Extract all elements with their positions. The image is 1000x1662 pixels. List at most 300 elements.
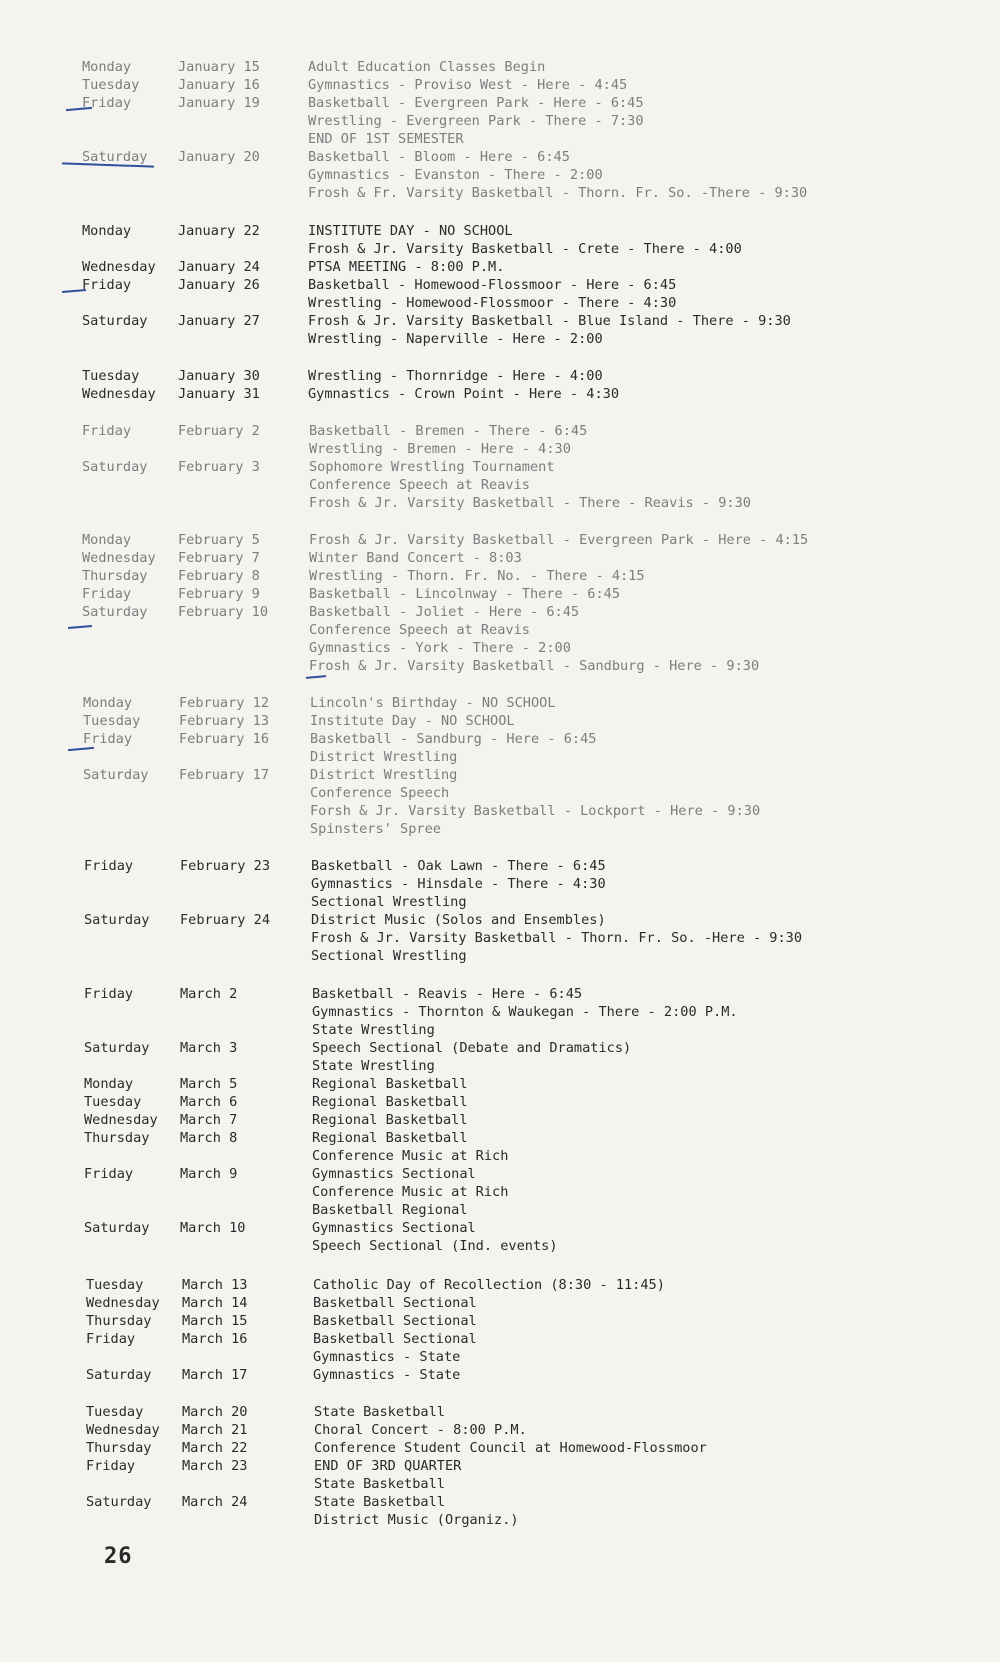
date [180,1183,312,1201]
schedule-row [0,802,1000,820]
schedule-row [0,312,1000,330]
day-of-week: Friday [86,1331,136,1347]
date [178,130,308,148]
event-description: Sectional Wrestling [311,894,467,910]
schedule-row [0,712,1000,730]
event-description: State Wrestling [312,1022,435,1038]
event-description: Winter Band Concert - 8:03 [309,550,522,566]
date: February 10 [178,604,269,620]
date: March 23 [182,1458,248,1474]
event-description: Gymnastics - State [313,1367,461,1383]
schedule-row [0,549,1000,567]
date [179,802,310,820]
day-of-week: Monday [84,1076,134,1092]
day-of-week: Tuesday [86,1277,144,1293]
schedule-row [0,567,1000,585]
schedule-row [0,148,1000,166]
schedule-row [0,1366,1000,1384]
day-of-week: Saturday [82,459,148,475]
date: February 13 [179,713,270,729]
date: February 24 [180,912,271,928]
date [180,1201,312,1219]
date [182,1348,313,1366]
date: March 5 [180,1076,238,1092]
schedule-row [0,1330,1000,1348]
event-description: Conference Music at Rich [312,1184,509,1200]
date [180,1021,312,1039]
schedule-row [0,422,1000,440]
event-description: Wrestling - Homewood-Flossmoor - There - 4:30 [308,295,677,311]
event-description: Basketball Sectional [313,1295,477,1311]
day-of-week: Friday [82,586,132,602]
date: March 3 [180,1040,238,1056]
date: March 17 [182,1367,248,1383]
schedule-row [0,1183,1000,1201]
schedule-row [0,1294,1000,1312]
event-description: Conference Music at Rich [312,1148,509,1164]
schedule-row [0,1057,1000,1075]
schedule-row [0,639,1000,657]
day-of-week: Saturday [86,1367,152,1383]
event-description: State Basketball [314,1494,445,1510]
day-of-week: Saturday [82,149,148,165]
event-description: Basketball - Joliet - Here - 6:45 [309,604,580,620]
event-description: Gymnastics - Evanston - There - 2:00 [308,167,603,183]
event-description: INSTITUTE DAY - NO SCHOOL [308,223,513,239]
schedule-group [0,422,1000,512]
schedule-group [0,1403,1000,1529]
schedule-row [0,1511,1000,1529]
date: February 8 [178,568,260,584]
event-description: Wrestling - Thornridge - Here - 4:00 [308,368,603,384]
date [182,1511,314,1529]
event-description: Conference Student Council at Homewood-Flossmoor [314,1440,707,1456]
schedule-row [0,730,1000,748]
event-description: Adult Education Classes Begin [308,59,546,75]
schedule-row [0,1147,1000,1165]
date: March 22 [182,1440,248,1456]
day-of-week [82,166,178,184]
day-of-week: Saturday [82,604,148,620]
day-of-week: Friday [83,731,133,747]
schedule-group [0,857,1000,965]
event-description: Choral Concert - 8:00 P.M. [314,1422,527,1438]
day-of-week [82,130,178,148]
day-of-week [84,1057,180,1075]
event-description: Frosh & Jr. Varsity Basketball - There - Reavis - 9:30 [309,495,751,511]
event-description: Forsh & Jr. Varsity Basketball - Lockport - Here - 9:30 [310,803,761,819]
schedule-group [0,367,1000,403]
event-description: Speech Sectional (Debate and Dramatics) [312,1040,632,1056]
event-description: Basketball - Homewood-Flossmoor - Here - 6:45 [308,277,677,293]
schedule-row [0,820,1000,838]
schedule-row [0,1439,1000,1457]
schedule-group [0,694,1000,838]
schedule-row [0,531,1000,549]
date [178,330,308,348]
date [180,893,311,911]
schedule-row [0,94,1000,112]
day-of-week [84,1147,180,1165]
schedule-row [0,585,1000,603]
date: March 7 [180,1112,238,1128]
schedule-row [0,893,1000,911]
schedule-row [0,1165,1000,1183]
event-description: Speech Sectional (Ind. events) [312,1238,558,1254]
event-description: Gymnastics - State [313,1349,461,1365]
date [180,1057,312,1075]
schedule-row [0,694,1000,712]
day-of-week [82,240,178,258]
event-description: Conference Speech at Reavis [309,477,530,493]
date [182,1475,314,1493]
schedule-row [0,166,1000,184]
date [178,639,309,657]
day-of-week [86,1511,182,1529]
day-of-week [82,494,178,512]
day-of-week [82,639,178,657]
day-of-week: Thursday [84,1130,150,1146]
day-of-week: Saturday [84,1040,150,1056]
day-of-week [82,476,178,494]
schedule-row [0,911,1000,929]
schedule-row [0,330,1000,348]
event-description: Basketball Sectional [313,1331,477,1347]
date: March 9 [180,1166,238,1182]
event-description: Wrestling - Evergreen Park - There - 7:30 [308,113,644,129]
pen-mark [306,675,326,679]
day-of-week [84,1003,180,1021]
schedule-row [0,494,1000,512]
day-of-week [82,112,178,130]
day-of-week [84,1237,180,1255]
day-of-week: Saturday [84,912,150,928]
day-of-week [83,748,179,766]
date [179,784,310,802]
day-of-week: Wednesday [86,1422,160,1438]
date: February 17 [179,767,270,783]
event-description: Frosh & Jr. Varsity Basketball - Crete - There - 4:00 [308,241,742,257]
date: January 15 [178,59,260,75]
event-description: Gymnastics - Thornton & Waukegan - There - 2:00 P.M. [312,1004,738,1020]
event-description: Conference Speech [310,785,450,801]
date: March 14 [182,1295,248,1311]
day-of-week: Thursday [86,1313,152,1329]
event-description: Basketball - Sandburg - Here - 6:45 [310,731,597,747]
date [178,476,309,494]
event-description: Regional Basketball [312,1076,468,1092]
schedule-row [0,1403,1000,1421]
schedule-row [0,657,1000,675]
schedule-row [0,258,1000,276]
schedule-row [0,748,1000,766]
date [178,657,309,675]
event-description: Basketball - Bloom - Here - 6:45 [308,149,570,165]
event-description: Basketball Regional [312,1202,468,1218]
date [178,294,308,312]
schedule-row [0,1237,1000,1255]
date [180,1147,312,1165]
day-of-week: Thursday [82,568,148,584]
day-of-week: Wednesday [82,550,156,566]
schedule-row [0,1276,1000,1294]
schedule-row [0,1219,1000,1237]
event-description: Gymnastics Sectional [312,1220,476,1236]
schedule-row [0,276,1000,294]
date: January 24 [178,259,260,275]
schedule-row [0,294,1000,312]
event-description: Frosh & Jr. Varsity Basketball - Thorn. Fr. So. -Here - 9:30 [311,930,803,946]
schedule-row [0,240,1000,258]
schedule-row [0,476,1000,494]
day-of-week: Friday [86,1458,136,1474]
event-description: District Music (Solos and Ensembles) [311,912,606,928]
schedule-row [0,222,1000,240]
event-description: Basketball Sectional [313,1313,477,1329]
date: March 24 [182,1494,248,1510]
date: February 7 [178,550,260,566]
event-description: Wrestling - Thorn. Fr. No. - There - 4:15 [309,568,645,584]
date: February 3 [178,459,260,475]
schedule-row [0,985,1000,1003]
event-description: Wrestling - Bremen - Here - 4:30 [309,441,571,457]
day-of-week: Wednesday [84,1112,158,1128]
event-description: Spinsters' Spree [310,821,441,837]
day-of-week [83,784,179,802]
date: January 16 [178,77,260,93]
event-description: State Basketball [314,1476,445,1492]
schedule-row [0,929,1000,947]
event-description: END OF 3RD QUARTER [314,1458,462,1474]
day-of-week [82,330,178,348]
schedule-row [0,784,1000,802]
date [180,875,311,893]
schedule-row [0,1475,1000,1493]
event-description: Lincoln's Birthday - NO SCHOOL [310,695,556,711]
date: January 26 [178,277,260,293]
day-of-week: Tuesday [84,1094,142,1110]
schedule-row [0,603,1000,621]
date: February 9 [178,586,260,602]
page-number: 26 [104,1544,133,1569]
schedule-row [0,1312,1000,1330]
schedule-row [0,112,1000,130]
day-of-week: Tuesday [82,77,140,93]
day-of-week: Saturday [86,1494,152,1510]
day-of-week [84,1183,180,1201]
date [180,947,311,965]
schedule-row [0,130,1000,148]
event-description: Sectional Wrestling [311,948,467,964]
day-of-week: Saturday [83,767,149,783]
day-of-week: Monday [83,695,133,711]
schedule-row [0,1075,1000,1093]
day-of-week: Wednesday [82,259,156,275]
event-description: Basketball - Bremen - There - 6:45 [309,423,588,439]
event-description: Sophomore Wrestling Tournament [309,459,555,475]
event-description: Basketball - Reavis - Here - 6:45 [312,986,583,1002]
schedule-row [0,458,1000,476]
event-description: PTSA MEETING - 8:00 P.M. [308,259,505,275]
day-of-week: Tuesday [82,368,140,384]
date: March 13 [182,1277,248,1293]
date: March 16 [182,1331,248,1347]
date [178,440,309,458]
date [180,929,311,947]
schedule-row [0,1129,1000,1147]
day-of-week: Wednesday [82,386,156,402]
schedule-row [0,875,1000,893]
day-of-week [86,1475,182,1493]
event-description: Frosh & Fr. Varsity Basketball - Thorn. Fr. So. -There - 9:30 [308,185,808,201]
event-description: Gymnastics - Crown Point - Here - 4:30 [308,386,619,402]
schedule-row [0,1457,1000,1475]
date [178,184,308,202]
date: March 20 [182,1404,248,1420]
day-of-week [82,440,178,458]
event-description: Gymnastics - York - There - 2:00 [309,640,571,656]
date [178,166,308,184]
schedule-group [0,222,1000,348]
date: March 21 [182,1422,248,1438]
day-of-week: Wednesday [86,1295,160,1311]
date [178,240,308,258]
date [178,112,308,130]
event-description: District Wrestling [310,749,458,765]
date: January 19 [178,95,260,111]
day-of-week: Tuesday [86,1404,144,1420]
day-of-week [82,184,178,202]
schedule-group [0,58,1000,202]
day-of-week [84,1021,180,1039]
schedule-row [0,1493,1000,1511]
date [178,621,309,639]
event-description: Frosh & Jr. Varsity Basketball - Evergreen Park - Here - 4:15 [309,532,809,548]
day-of-week: Friday [84,986,134,1002]
event-description: Frosh & Jr. Varsity Basketball - Sandburg - Here - 9:30 [309,658,760,674]
schedule-row [0,1093,1000,1111]
event-description: Regional Basketball [312,1112,468,1128]
schedule-row [0,367,1000,385]
event-description: District Music (Organiz.) [314,1512,519,1528]
date: March 6 [180,1094,238,1110]
schedule-row [0,1421,1000,1439]
day-of-week [83,820,179,838]
date: February 2 [178,423,260,439]
event-description: Wrestling - Naperville - Here - 2:00 [308,331,603,347]
event-description: Frosh & Jr. Varsity Basketball - Blue Island - There - 9:30 [308,313,791,329]
date: January 20 [178,149,260,165]
date: March 15 [182,1313,248,1329]
day-of-week [84,929,180,947]
day-of-week [86,1348,182,1366]
event-description: Institute Day - NO SCHOOL [310,713,515,729]
date: February 16 [179,731,270,747]
day-of-week: Friday [84,858,134,874]
date: February 23 [180,858,271,874]
date: March 8 [180,1130,238,1146]
schedule-row [0,58,1000,76]
schedule-row [0,621,1000,639]
schedule-row [0,947,1000,965]
day-of-week [84,1201,180,1219]
event-description: Gymnastics Sectional [312,1166,476,1182]
day-of-week [84,875,180,893]
date [180,1237,312,1255]
date: March 2 [180,986,238,1002]
day-of-week [84,947,180,965]
date [179,748,310,766]
day-of-week: Tuesday [83,713,141,729]
day-of-week: Friday [82,423,132,439]
date: February 5 [178,532,260,548]
event-description: State Wrestling [312,1058,435,1074]
schedule-row [0,385,1000,403]
schedule-group [0,985,1000,1255]
day-of-week [82,657,178,675]
schedule-group [0,531,1000,675]
event-description: District Wrestling [310,767,458,783]
event-description: Gymnastics - Proviso West - Here - 4:45 [308,77,628,93]
day-of-week: Friday [82,95,132,111]
day-of-week [82,294,178,312]
event-description: Regional Basketball [312,1094,468,1110]
event-description: State Basketball [314,1404,445,1420]
date: January 30 [178,368,260,384]
day-of-week: Friday [82,277,132,293]
schedule-row [0,76,1000,94]
schedule-row [0,1348,1000,1366]
event-description: Conference Speech at Reavis [309,622,530,638]
day-of-week: Friday [84,1166,134,1182]
schedule-row [0,184,1000,202]
date: February 12 [179,695,270,711]
day-of-week: Monday [82,532,132,548]
date [178,494,309,512]
event-description: Basketball - Lincolnway - There - 6:45 [309,586,620,602]
schedule-row [0,766,1000,784]
date [180,1003,312,1021]
date: January 31 [178,386,260,402]
day-of-week [84,893,180,911]
date: January 22 [178,223,260,239]
schedule-row [0,857,1000,875]
schedule-row [0,1039,1000,1057]
day-of-week [83,802,179,820]
event-description: Regional Basketball [312,1130,468,1146]
schedule-row [0,1003,1000,1021]
event-description: Catholic Day of Recollection (8:30 - 11:45) [313,1277,665,1293]
schedule-row [0,440,1000,458]
event-description: END OF 1ST SEMESTER [308,131,464,147]
date: January 27 [178,313,260,329]
day-of-week: Monday [82,59,132,75]
schedule-row [0,1021,1000,1039]
event-description: Basketball - Evergreen Park - Here - 6:45 [308,95,644,111]
day-of-week: Saturday [84,1220,150,1236]
date [179,820,310,838]
schedule-group [0,1276,1000,1384]
day-of-week: Monday [82,223,132,239]
day-of-week: Thursday [86,1440,152,1456]
schedule-row [0,1111,1000,1129]
event-description: Gymnastics - Hinsdale - There - 4:30 [311,876,606,892]
event-description: Basketball - Oak Lawn - There - 6:45 [311,858,606,874]
day-of-week [82,621,178,639]
day-of-week: Saturday [82,313,148,329]
date: March 10 [180,1220,246,1236]
schedule-row [0,1201,1000,1219]
